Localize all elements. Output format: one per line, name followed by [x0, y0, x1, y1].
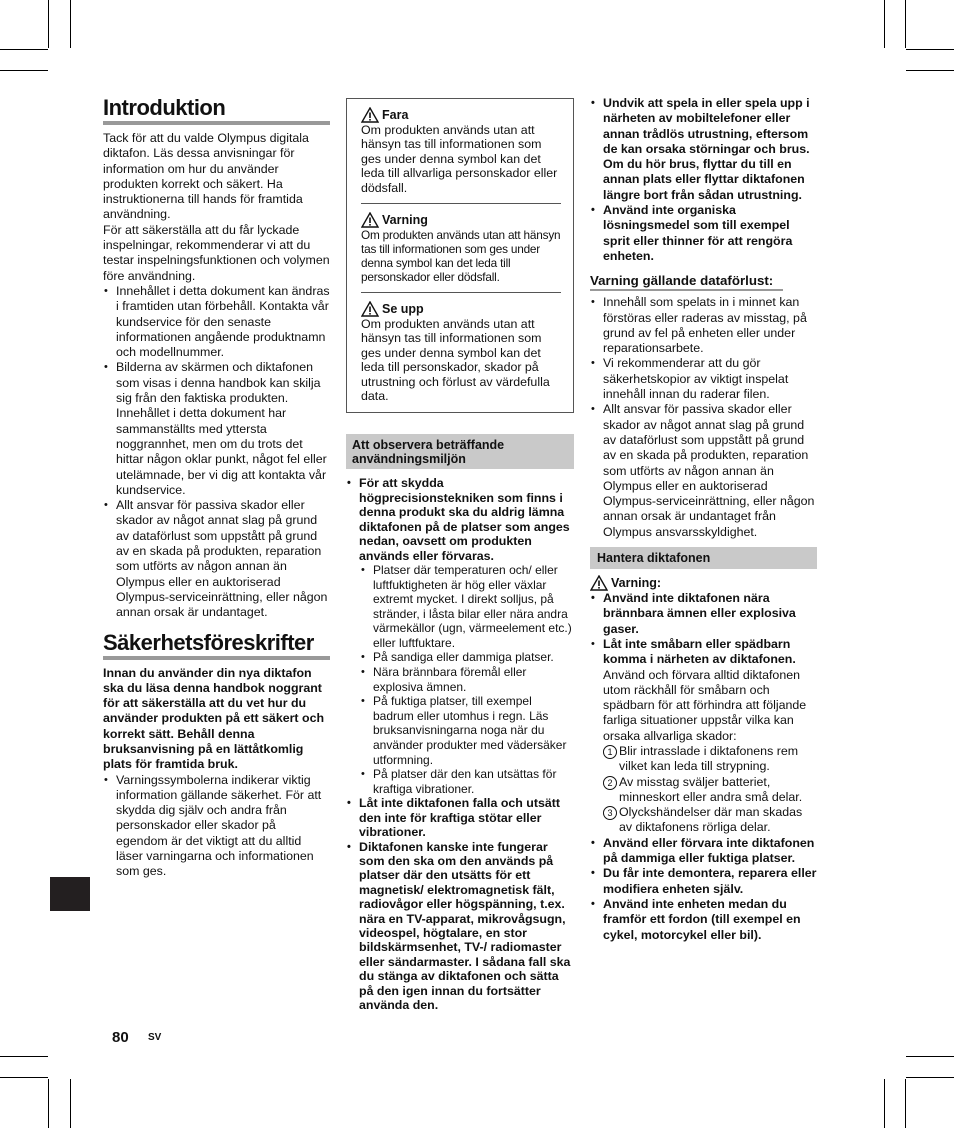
sub-item: • På platser där den kan utsättas för kraftiga vibrationer.: [359, 767, 574, 796]
list-item: • Varningssymbolerna indikerar viktig information gällande säkerhet. För att skydda dig själv och andra från personskador eller skador på egendom är det viktigt att du alltid läser varningarna och informationen som ges.: [103, 773, 330, 880]
warning-triangle-icon: [361, 301, 379, 317]
column-2: [346, 98, 574, 1013]
number-circle-icon: 1: [603, 745, 617, 759]
caution-label: Se upp: [382, 302, 424, 317]
env-bullets: [346, 476, 574, 1012]
list-item: • Allt ansvar för passiva skador eller skador av något annat slag på grund av dataförlust som uppstått på grund av en skada på produkten, reparation som utförts av någon annan än Olympus eller en auktoriserad Olympus-serviceinrättning, eller någon annan orsak är undantaget från Olympus ansvarsskyldighet.: [590, 402, 817, 540]
col3-top-bullets: [590, 96, 817, 264]
intro-paragraph: Tack för att du valde Olympus digitala diktafon. Läs dessa anvisningar för information om hur du använder produkten korrekt och säkert. Ha instruktionerna till hands för framtida användning.: [103, 131, 309, 222]
sub-item: • På fuktiga platser, till exempel badrum eller utomhus i regn. Läs bruksanvisningarna noga när du använder produkter med vädersäker utformning.: [359, 694, 574, 767]
list-item: • Vi rekommenderar att du gör säkerhetskopior av viktigt inspelat innehåll innan du raderar filen.: [590, 356, 817, 402]
list-item: • Använd inte organiska lösningsmedel som till exempel sprit eller thinner för att rengöra enheten.: [590, 203, 817, 264]
warning-triangle-icon: [361, 107, 379, 123]
divider: [361, 292, 561, 293]
crop-mark: [48, 1079, 49, 1128]
crop-mark: [905, 0, 906, 48]
dataloss-title: Varning gällande dataförlust:: [590, 273, 783, 291]
list-item: [346, 476, 574, 796]
crop-mark: [905, 1079, 906, 1128]
numbered-item: 3 Olyckshändelser där man skadas av diktafonens rörliga delar.: [603, 805, 817, 836]
danger-heading: [361, 107, 561, 123]
warning-heading: [361, 212, 561, 228]
list-item: • Låt inte diktafonen falla och utsätt den inte för kraftiga stötar eller vibrationer.: [346, 796, 574, 839]
crop-mark: [906, 1056, 954, 1057]
caution-heading: [361, 301, 561, 317]
safety-title: Säkerhetsföreskrifter: [103, 631, 330, 660]
handling-text: Använd och förvara alltid diktafonen utom räckhåll för småbarn och spädbarn för att förhindra att följande farliga situationer uppstår vilka kan orsaka allvarliga skador:: [603, 667, 807, 743]
env-section-title: Att observera beträffande användningsmiljön: [346, 434, 574, 469]
list-item: • Innehåll som spelats in i minnet kan förstöras eller raderas av misstag, på grund av fel på enheten eller under reparationsarbete.: [590, 295, 817, 356]
safety-intro: Innan du använder din nya diktafon ska du läsa denna handbok noggrant för att säkerställa att du vet hur du använder produkten på ett säkert och korrekt sätt. Behåll denna bruksanvisning på en lättåtkomlig plats för framtida bruk.: [103, 665, 325, 772]
list-item: • Bilderna av skärmen och diktafonen som visas i denna handbok kan skilja sig från den faktiska produkten. Innehållet i detta dokument har sammanställts med yttersta noggrannhet, men om du trots det hittar någon oklar punkt, något fel eller utelämnade, ber vi dig att kontakta vår kundservice.: [103, 360, 330, 498]
handling-warning-heading: [590, 575, 817, 591]
crop-mark: [906, 70, 954, 71]
dataloss-bullets: [590, 295, 817, 540]
intro-bullets: [103, 284, 330, 621]
warning-text: Om produkten används utan att hänsyn tas till informationen som ges under denna symbol kan det leda till personskador eller dödsfall.: [361, 228, 561, 285]
sub-item: • Platser där temperaturen och/ eller luftfuktigheten är hög eller växlar extremt mycket. I direkt solljus, på stränder, i låsta bilar eller nära andra värmekällor (ugn, värmeelement etc.) eller luftfuktare.: [359, 563, 574, 651]
handling-warning-label: Varning:: [611, 576, 662, 591]
list-item: • Innehållet i detta dokument kan ändras i framtiden utan förbehåll. Kontakta vår kundservice för den senaste informationen angående produktnamn och modellnummer.: [103, 284, 330, 360]
list-item: • Använd inte enheten medan du framför ett fordon (till exempel en cykel, motorcykel eller bil).: [590, 897, 817, 943]
crop-mark: [0, 1077, 48, 1078]
warning-label: Varning: [382, 213, 428, 228]
danger-label: Fara: [382, 108, 409, 122]
intro-paragraph: För att säkerställa att du får lyckade inspelningar, rekommenderar vi att du testar inspelningsfunktionen och volymen före användning.: [103, 222, 330, 283]
crop-mark: [884, 0, 885, 48]
sub-item: • På sandiga eller dammiga platser.: [359, 650, 574, 665]
column-1: [103, 96, 330, 880]
sub-item: • Nära brännbara föremål eller explosiva ämnen.: [359, 665, 574, 694]
number-circle-icon: 3: [603, 806, 617, 820]
column-3: [590, 96, 817, 943]
warning-box: [346, 98, 574, 413]
warning-triangle-icon: [590, 575, 608, 591]
danger-text: Om produkten används utan att hänsyn tas till informationen som ges under denna symbol kan det leda till allvarliga personskador eller dödsfall.: [361, 123, 558, 195]
intro-title: Introduktion: [103, 96, 330, 125]
crop-mark: [70, 0, 71, 48]
numbered-item: 2 Av misstag sväljer batteriet, minneskort eller andra små delar.: [603, 775, 817, 806]
number-circle-icon: 2: [603, 776, 617, 790]
handling-bullets: [590, 591, 817, 943]
list-item: • Använd eller förvara inte diktafonen på dammiga eller fuktiga platser.: [590, 836, 817, 867]
crop-mark: [884, 1079, 885, 1128]
divider: [361, 203, 561, 204]
crop-mark: [0, 70, 48, 71]
env-sub-list: [359, 563, 574, 797]
env-bullet-text: För att skydda högprecisionstekniken som finns i denna produkt ska du aldrig lämna diktafonen på de platser som anges nedan, oavsett om produkten används eller förvaras.: [359, 476, 570, 563]
crop-mark: [0, 1056, 48, 1057]
handling-section-title: Hantera diktafonen: [590, 547, 817, 569]
list-item: • Du får inte demontera, reparera eller modifiera enheten själv.: [590, 866, 817, 897]
warning-triangle-icon: [361, 212, 379, 228]
list-item: • Undvik att spela in eller spela upp i närheten av mobiltelefoner eller annan trådlös utrustning, eftersom de kan orsaka störningar och brus. Om du hör brus, flyttar du till en annan plats eller flyttar diktafonen längre bort från sådan utrustning.: [590, 96, 817, 203]
list-item: • Allt ansvar för passiva skador eller skador av något annat slag på grund av dataförlust som uppstått på grund av en skada på produkten, reparation som utförts av någon annan än Olympus eller en auktoriserad Olympus-serviceinrättning, eller någon annan orsak är undantaget.: [103, 498, 330, 620]
list-item: • Diktafonen kanske inte fungerar som den ska om den används på platser där den utsätts för ett magnetisk/ elektromagnetisk fält, radiovågor eller högspänning, t.ex. nära en TV-apparat, mikrovågsugn, videospel, högtalare, en stor bildskärmsenhet, TV-/ radiomaster eller sändarmaster. I sådana fall ska du stänga av diktafonen och sätta på den igen innan du fortsätter använda den.: [346, 840, 574, 1013]
language-code: SV: [148, 1032, 162, 1043]
page-number: 80: [112, 1029, 129, 1046]
crop-mark: [70, 1079, 71, 1128]
handling-bold: Låt inte småbarn eller spädbarn komma i närheten av diktafonen.: [603, 636, 796, 667]
caution-text: Om produkten används utan att hänsyn tas till informationen som ges under denna symbol kan det leda till personskador, skador på utrustning och förlust av värdefulla data.: [361, 317, 550, 404]
safety-bullets: [103, 773, 330, 880]
list-item: • Använd inte diktafonen nära brännbara ämnen eller explosiva gaser.: [590, 591, 817, 637]
crop-mark: [906, 49, 954, 50]
list-item: [590, 637, 817, 836]
crop-mark: [0, 49, 48, 50]
chapter-tab: [50, 877, 90, 911]
numbered-item: 1 Blir intrasslade i diktafonens rem vilket kan leda till strypning.: [603, 744, 817, 775]
crop-mark: [906, 1077, 954, 1078]
crop-mark: [48, 0, 49, 48]
